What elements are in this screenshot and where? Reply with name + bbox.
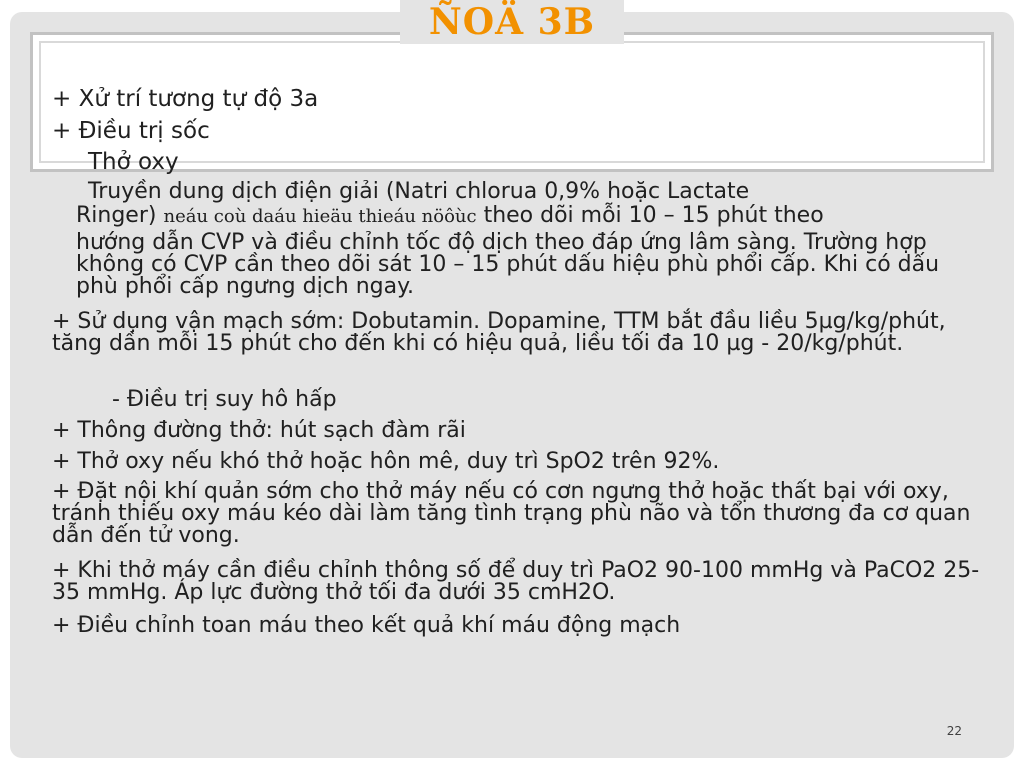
text-segment: Ringer) [76,203,157,228]
vni-text-segment: neáu coù daáu hieäu thieáu nöôùc [163,206,477,227]
bullet-line: + Điều trị sốc [52,118,210,144]
bullet-line: + Thông đường thở: hút sạch đàm rãi [52,418,466,443]
paragraph: + Đặt nội khí quản sớm cho thở máy nếu có cơn ngưng thở hoặc thất bại với oxy, tránh thiếu oxy máu kéo dài làm tăng tình trạng phù não và tổn thương đa cơ quan dẫn đến tử vong. [52,479,971,548]
sub-heading: - Điều trị suy hô hấp [112,387,337,412]
page-number: 22 [946,724,962,738]
paragraph: + Khi thở máy cần điều chỉnh thông số để duy trì PaO2 90-100 mmHg và PaCO2 25-35 mmHg. Áp lực đường thở tối đa dưới 35 cmH2O. [52,558,980,605]
slide-title: ÑOÄ 3B [428,1,596,43]
paragraph: + Sử dụng vận mạch sớm: Dobutamin. Dopamine, TTM bắt đầu liều 5µg/kg/phút, tăng dần mỗi 15 phút cho đến khi có hiệu quả, liều tối đa 10 µg - 20/kg/phút. [52,309,946,356]
paragraph: hướng dẫn CVP và điều chỉnh tốc độ dịch theo đáp ứng lâm sàng. Trường hợp không có CVP cần theo dõi sát 10 – 15 phút dấu hiệu phù phổi cấp. Khi có dấu phù phổi cấp ngưng dịch ngay. [76,230,940,299]
bullet-line: + Điều chỉnh toan máu theo kết quả khí máu động mạch [52,613,681,638]
sub-line: Thở oxy [88,149,179,175]
sub-line: Truyền dung dịch điện giải (Natri chlorua 0,9% hoặc Lactate [88,179,750,204]
sub-line-mixed [76,202,1016,231]
bullet-line: + Xử trí tương tự độ 3a [52,86,319,112]
text-segment: theo dõi mỗi 10 – 15 phút theo [483,203,824,228]
bullet-line: + Thở oxy nếu khó thở hoặc hôn mê, duy trì SpO2 trên 92%. [52,449,720,474]
